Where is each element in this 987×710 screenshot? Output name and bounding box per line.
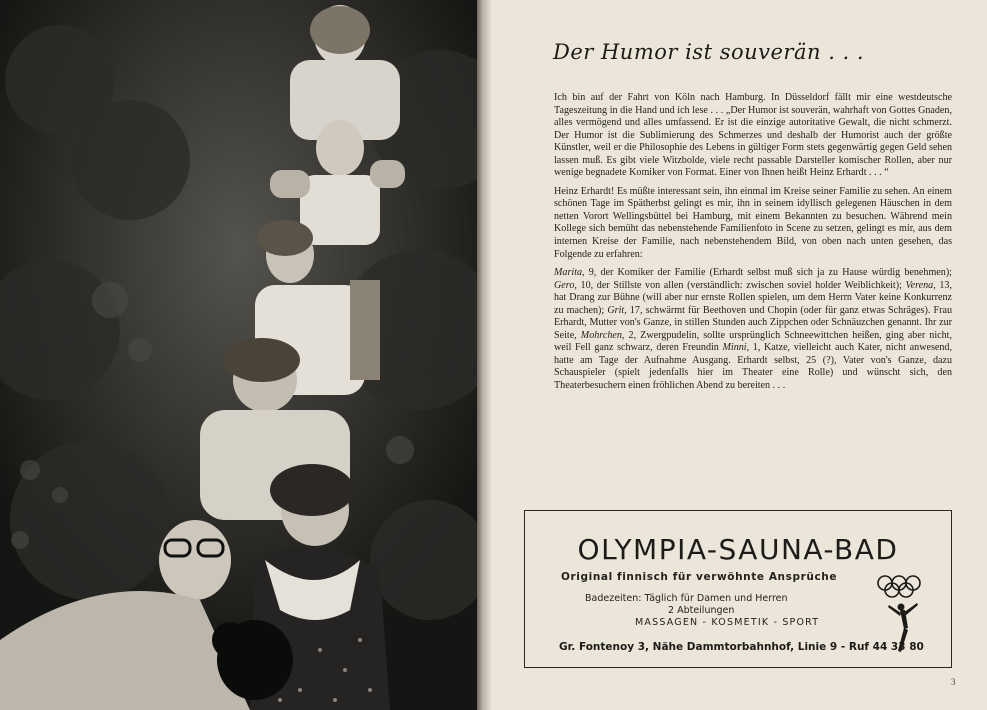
family-text-3: , 13, hat Drang zur Bühne (will aber nur ernste Rollen spielen, um dem Herrn Vater keine Konkurrenz zu machen); [554, 279, 952, 316]
text-page [491, 0, 987, 710]
ad-hours [585, 593, 788, 617]
family-name-verena: Verena [905, 279, 934, 291]
ad-hours-line-1: Badezeiten: Täglich für Damen und Herren [585, 593, 788, 604]
ad-hours-line-2: 2 Abteilungen [668, 605, 735, 616]
family-photo-icon [0, 0, 477, 710]
family-text-2: , 10, der Stillste von allen (verständlich: zwischen soviel holder Weiblichkeit); [574, 279, 906, 291]
family-name-marita: Marita [554, 267, 583, 279]
family-name-grit: Grit [607, 304, 625, 316]
ad-subtitle: Original finnisch für verwöhnte Ansprüche [561, 571, 838, 583]
family-text-5: , 2, Zwergpudelin, sollte ursprünglich Schneewittchen heißen, ging aber nicht, weil Fell ganz schwarz, deren Freundin [554, 329, 952, 354]
page-number: 3 [951, 677, 956, 687]
olympic-rings-athlete-icon [875, 573, 935, 655]
family-name-mohrchen: Mohrchen [580, 329, 622, 341]
article-paragraph-2: Heinz Erhardt! Es müßte interessant sein, ihn einmal im Kreise seiner Familie zu sehen. An einem schönen Tage im Spätherbst gelingt es mir, ihn in seinem idyllisch gelegenen Häuschen in dem netten Vorort Wellingsbüttel bei Hamburg, mit einem Bekannten zu besuchen. Während mein Kollege sich bemüht das nebenstehende Familienfoto in Scene zu setzen, gelingt es mir, aus dem internen Kreise der Familie, nach nebenstehendem Bild, von oben nach unten gesehen, das Folgende zu erfahren: [554, 185, 952, 260]
sauna-advertisement [524, 510, 952, 668]
family-name-minni: Minni [722, 342, 747, 354]
family-name-gero: Gero [554, 279, 575, 291]
family-text-4: , 17, schwärmt für Beethoven und Chopin (oder für ganz etwas Schräges). Frau Erhardt, Mutter von's Ganze, in stillen Stunden auch Zippchen oder Schnäuzchen genannt. Ihr zur Seite, [554, 304, 953, 341]
article-paragraph-1: Ich bin auf der Fahrt von Köln nach Hamburg. In Düsseldorf fällt mir eine westdeutsche Tageszeitung in die Hand und ich lese . . . „Der Humor ist souverän, wahrhaft von Gottes Gnaden, alles vermögend und alles umfassend. Er ist die einzige autoritative Gewalt, die nicht schmerzt. Der Humor ist die Sublimierung des Schmerzes und deshalb der Humorist auch der größte Künstler, weil er die Philosophie des Lebens in gültiger Form stets gegenwärtig gegen Geld sehen lassen muß. Es gibt viele Witzbolde, viele recht passable Darsteller komischer Rollen, aber nur wenige begnadete Komiker von Format. Einer von Ihnen heißt Heinz Erhardt . . . “ [554, 92, 952, 179]
family-text-1: , 9, der Komiker der Familie (Erhardt selbst muß sich ja zu Hause würdig benehmen); [582, 267, 952, 279]
family-photo [0, 0, 477, 710]
ad-address: Gr. Fontenoy 3, Nähe Dammtorbahnhof, Linie 9 - Ruf 44 33 80 [559, 641, 924, 653]
ad-title: OLYMPIA-SAUNA-BAD [577, 533, 899, 566]
page-gutter [477, 0, 491, 710]
article-body [554, 92, 952, 399]
family-text-6: , 1, Katze, vielleicht auch Kater, nicht anwesend, hatte am Tage der Aufnahme Ausgang. Erhardt selbst, 25 (?), Vater von's Ganze, dazu Schauspieler (spielt jedenfalls hier im Theater eine Rolle) und wünscht sich, den Theaterbesuchern einen fröhlichen Abend zu bereiten . . . [554, 342, 952, 392]
article-paragraph-3 [554, 267, 952, 392]
ad-services: MASSAGEN - KOSMETIK - SPORT [635, 617, 820, 628]
article-heading: Der Humor ist souverän . . . [553, 40, 865, 64]
